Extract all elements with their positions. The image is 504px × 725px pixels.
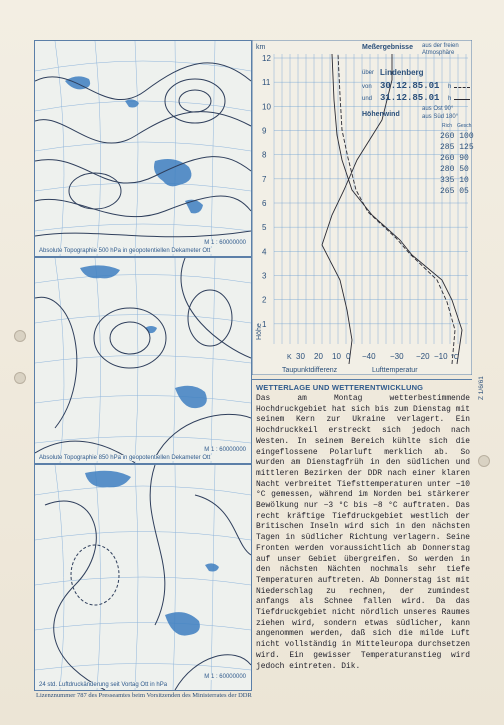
wind-note-south: aus Süd 180° <box>422 114 459 120</box>
height-tick-label: 4 <box>262 247 267 257</box>
temperature-axis-label: Lufttemperatur <box>372 367 418 374</box>
legend-station: Lindenberg <box>380 68 424 77</box>
map-caption: Absolute Topographie 850 hPa in geopotentiellen Dekameter Ott <box>39 455 211 461</box>
temperature-tick-label: −30 <box>390 352 404 361</box>
punch-hole <box>14 372 26 384</box>
punch-hole <box>478 455 490 467</box>
wind-col-speed: Gesch <box>457 123 472 129</box>
punch-hole <box>14 330 26 342</box>
height-tick-label: 10 <box>262 102 271 112</box>
wind-row: 260 90 <box>440 154 469 163</box>
legend-run1-line <box>454 87 470 88</box>
map-scale: M 1 : 60000000 <box>204 447 246 453</box>
height-tick-label: 1 <box>262 319 267 329</box>
report-signature: Dik. <box>341 661 361 671</box>
wind-row: 280 50 <box>440 165 469 174</box>
wind-row: 285 125 <box>440 143 474 152</box>
legend-source-note: aus der freien Atmosphäre <box>422 43 459 56</box>
map-pressure-change-graphic <box>35 465 251 690</box>
legend-run2: 31.12.85.01 <box>380 93 440 103</box>
wind-row: 265 05 <box>440 187 469 196</box>
dewpoint-tick-label: 10 <box>332 352 341 361</box>
height-tick-label: 3 <box>262 271 267 281</box>
height-tick-label: 8 <box>262 150 267 160</box>
map-850hpa-graphic <box>35 258 251 463</box>
report-body: Das am Montag wetterbestimmende Hochdruckgebiet hat sich bis zum Dienstag mit seinem Kern zur Ukraine verlagert. Ein Hochdruckkeil erstreckt sich jedoch nach Westen. In seinem Bereich kühlte sich die eingeflossene Polarluft merklich ab. So wurden am Dienstagfrüh in den südlichen und mittleren Bezirken der DDR nach einer klaren Nacht verbreitet Tiefsttemperaturen unter −10 °C gemessen, während im Norden bei stärkerer Bewölkung nur −3 °C bis −8 °C auftraten. Das recht kräftige Tiefdruckgebiet westlich der Britischen Inseln wird sich in den nächsten Tagen in südlicher Richtung verlagern. Seine Fronten werden voraussichtlich ab Donnerstag auf unser Gebiet übergreifen. So werden in den nächsten Nächten nochmals sehr tiefe Temperaturen auftreten. Ab Donnerstag ist mit Niederschlag zu rechnen, der zumindest anfangs als Schnee fallen wird. Da das Tiefdruckgebiet nicht nördlich unseres Raumes ziehen wird, sondern etwas südlicher, kann angenommen werden, daß sich die milde Luft nicht vollständig in Mitteleuropa durchsetzen wird. Ein gewisser Temperaturanstieg wird jedoch eintreten. Dik. <box>256 394 470 671</box>
dewpoint-tick-label: 20 <box>314 352 323 361</box>
height-tick-label: 6 <box>262 199 267 208</box>
wind-row: 260 100 <box>440 132 474 141</box>
map-pressure-change <box>34 464 252 691</box>
footer-license: Lizenznummer 787 des Presseamtes beim Vorsitzenden des Ministerrates der DDR <box>36 692 252 699</box>
legend-run1-prefix: von <box>362 84 372 90</box>
temperature-tick-label: −10 <box>434 352 448 361</box>
wind-note-east: aus Ost 90° <box>422 106 454 112</box>
legend-run1: 30.12.85.01 <box>380 81 440 91</box>
dewpoint-tick-label: 0 <box>346 352 351 361</box>
map-500hpa-graphic <box>35 41 251 256</box>
map-850hpa <box>34 257 252 464</box>
wind-table <box>440 131 472 197</box>
legend-title: Meßergebnisse <box>362 44 413 51</box>
legend-run2-prefix: und <box>362 96 373 102</box>
weather-report <box>252 379 472 692</box>
height-tick-label: 2 <box>262 295 267 305</box>
height-tick-label: 12 <box>262 54 271 63</box>
map-scale: M 1 : 60000000 <box>204 240 246 246</box>
dewpoint-axis-label: Taupunktdifferenz <box>282 367 338 374</box>
map-caption: 24 std. Luftdruckänderung seit Vortag Ott in hPa <box>39 682 168 688</box>
legend-hour-unit: h <box>448 84 452 90</box>
dewpoint-tick-label: 30 <box>296 352 305 361</box>
legend-run2-line <box>454 99 470 100</box>
legend-hour-unit: h <box>448 96 452 102</box>
map-caption: Absolute Topographie 500 hPa in geopotentiellen Dekameter Ott <box>39 248 211 254</box>
map-scale: M 1 : 60000000 <box>204 674 246 680</box>
report-heading: WETTERLAGE UND WETTERENTWICKLUNG <box>256 383 424 392</box>
wind-title: Höhenwind <box>362 111 400 118</box>
height-axis-label: Höhe <box>256 323 263 340</box>
height-tick-label: 9 <box>262 126 267 136</box>
temperature-tick-label: −40 <box>362 352 376 361</box>
legend-station-prefix: über <box>362 70 375 76</box>
height-tick-label: 11 <box>262 78 271 88</box>
height-tick-label: 7 <box>262 174 267 184</box>
wind-col-direction: Rich <box>442 123 453 129</box>
temperature-tick-label: −20 <box>416 352 430 361</box>
map-500hpa <box>34 40 252 257</box>
temperature-unit: °C <box>451 354 459 361</box>
dewpoint-unit: K <box>287 354 292 361</box>
height-tick-label: 5 <box>262 223 267 233</box>
side-code: Z 1/6/61 <box>478 376 485 400</box>
wind-row: 335 10 <box>440 176 469 185</box>
km-unit: km <box>256 44 266 51</box>
